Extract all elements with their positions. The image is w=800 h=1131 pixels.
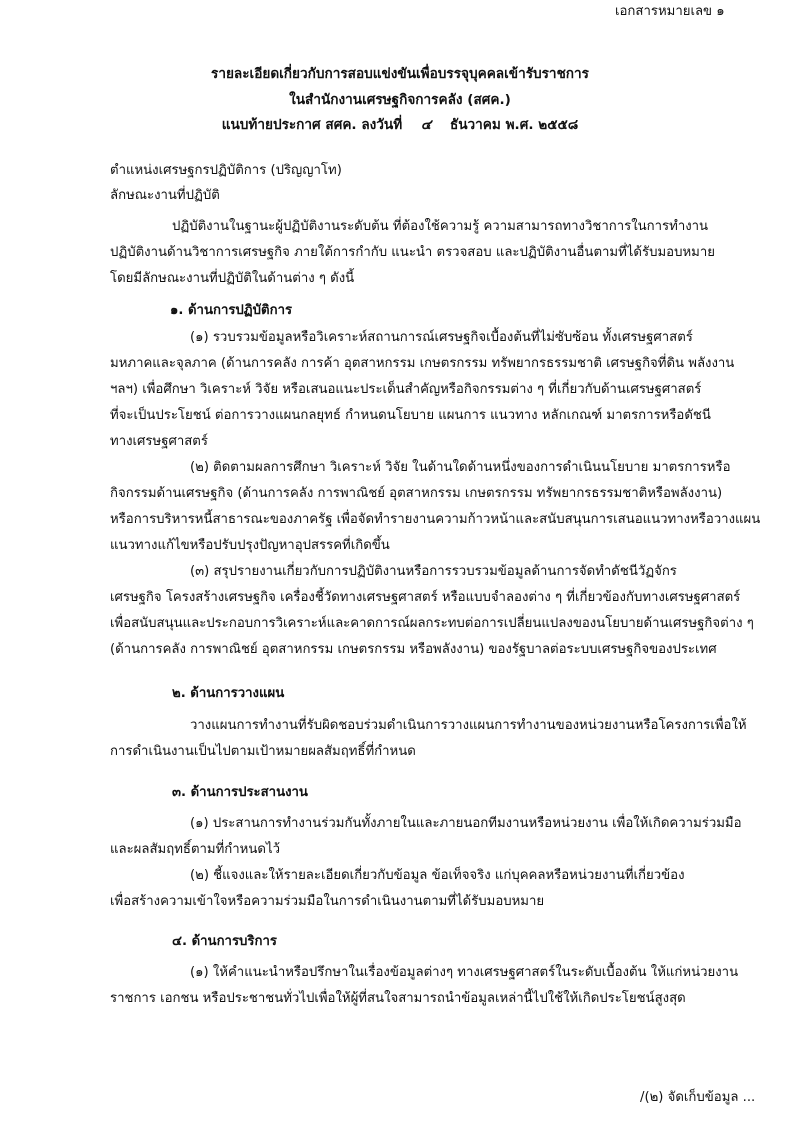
intro-line: ปฏิบัติงานในฐานะผู้ปฏิบัติงานระดับต้น ที่ต้องใช้ความรู้ ความสามารถทางวิชาการในการทำงาน xyxy=(172,219,709,234)
section-4-item-1-line: ราชการ เอกชน หรือประชาชนทั่วไปเพื่อให้ผู้ที่สนใจสามารถนำข้อมูลเหล่านี้ไปใช้ให้เกิดประโยชน์สูงสุด xyxy=(110,991,686,1006)
header-line-3 xyxy=(0,117,800,133)
section-2-line: การดำเนินงานเป็นไปตามเป้าหมายผลสัมฤทธิ์ที่กำหนด xyxy=(110,744,416,759)
section-1-item-3-line: (๓) สรุปรายงานเกี่ยวกับการปฏิบัติงานหรือการรวบรวมข้อมูลด้านการจัดทำดัชนีวัฏจักร xyxy=(190,564,677,579)
job-nature-title: ลักษณะงานที่ปฏิบัติ xyxy=(110,188,220,203)
section-2-line: วางแผนการทำงานที่รับผิดชอบร่วมดำเนินการวางแผนการทำงานของหน่วยงานหรือโครงการเพื่อให้ xyxy=(190,718,747,733)
section-4-heading: ๔. ด้านการบริการ xyxy=(172,934,277,949)
section-1-heading: ๑. ด้านการปฏิบัติการ xyxy=(170,303,293,318)
intro-line: โดยมีลักษณะงานที่ปฏิบัติในด้านต่าง ๆ ดังนี้ xyxy=(110,271,355,286)
document-number: เอกสารหมายเลข ๑ xyxy=(615,4,725,19)
header-line-2: ในสำนักงานเศรษฐกิจการคลัง (สศค.) xyxy=(289,92,511,108)
section-3-item-1-line: และผลสัมฤทธิ์ตามที่กำหนดไว้ xyxy=(110,842,280,857)
intro-line: ปฏิบัติงานด้านวิชาการเศรษฐกิจ ภายใต้การกำกับ แนะนำ ตรวจสอบ และปฏิบัติงานอื่นตามที่ได้รับมอบหมาย xyxy=(110,245,715,260)
header-line-1: รายละเอียดเกี่ยวกับการสอบแข่งขันเพื่อบรรจุบุคคลเข้ารับราชการ xyxy=(211,66,589,82)
section-1-item-3-line: เพื่อสนับสนุนและประกอบการวิเคราะห์และคาดการณ์ผลกระทบต่อการเปลี่ยนแปลงของนโยบายด้านเศรษฐกิจต่าง ๆ xyxy=(110,616,754,631)
section-3-item-2-line: เพื่อสร้างความเข้าใจหรือความร่วมมือในการดำเนินงานตามที่ได้รับมอบหมาย xyxy=(110,894,545,909)
section-2-heading: ๒. ด้านการวางแผน xyxy=(172,686,285,701)
position-title: ตำแหน่งเศรษฐกรปฏิบัติการ (ปริญญาโท) xyxy=(110,163,342,178)
section-3-heading: ๓. ด้านการประสานงาน xyxy=(172,785,308,800)
section-1-item-1-line: ฯลฯ) เพื่อศึกษา วิเคราะห์ วิจัย หรือเสนอแนะประเด็นสำคัญหรือกิจกรรมต่าง ๆ ที่เกี่ยวกับด้านเศรษฐศาสตร์ xyxy=(110,382,702,397)
continuation-note: /(๒) จัดเก็บข้อมูล ... xyxy=(640,1090,756,1105)
section-1-item-1-line: (๑) รวบรวมข้อมูลหรือวิเคราะห์สถานการณ์เศรษฐกิจเบื้องต้นที่ไม่ซับซ้อน ทั้งเศรษฐศาสตร์ xyxy=(190,330,693,345)
section-3-item-2-line: (๒) ชี้แจงและให้รายละเอียดเกี่ยวกับข้อมูล ข้อเท็จจริง แก่บุคคลหรือหน่วยงานที่เกี่ยวข้อง xyxy=(190,868,685,883)
section-4-item-1-line: (๑) ให้คำแนะนำหรือปรึกษาในเรื่องข้อมูลต่างๆ ทางเศรษฐศาสตร์ในระดับเบื้องต้น ให้แก่หน่วยงาน xyxy=(190,965,739,980)
section-3-item-1-line: (๑) ประสานการทำงานร่วมกันทั้งภายในและภายนอกทีมงานหรือหน่วยงาน เพื่อให้เกิดความร่วมมือ xyxy=(190,816,742,831)
section-1-item-2-line: กิจกรรมด้านเศรษฐกิจ (ด้านการคลัง การพาณิชย์ อุตสาหกรรม เกษตรกรรม ทรัพยากรธรรมชาติหรือพลังงาน) xyxy=(110,486,723,501)
header-day: ๔ xyxy=(420,117,432,133)
section-1-item-2-line: (๒) ติดตามผลการศึกษา วิเคราะห์ วิจัย ในด้านใดด้านหนึ่งของการดำเนินนโยบาย มาตรการหรือ xyxy=(190,460,731,475)
section-1-item-1-line: ทางเศรษฐศาสตร์ xyxy=(110,434,208,449)
section-1-item-1-line: มหภาคและจุลภาค (ด้านการคลัง การค้า อุตสาหกรรม เกษตรกรรม ทรัพยากรธรรมชาติ เศรษฐกิจที่ดิน พลังงาน xyxy=(110,356,735,371)
section-1-item-2-line: หรือการบริหารหนี้สาธารณะของภาครัฐ เพื่อจัดทำรายงานความก้าวหน้าและสนับสนุนการเสนอแนวทางหรือวางแผน xyxy=(110,512,761,527)
section-1-item-2-line: แนวทางแก้ไขหรือปรับปรุงปัญหาอุปสรรคที่เกิดขึ้น xyxy=(110,538,390,553)
section-1-item-3-line: (ด้านการคลัง การพาณิชย์ อุตสาหกรรม เกษตรกรรม หรือพลังงาน) ของรัฐบาลต่อระบบเศรษฐกิจของประเทศ xyxy=(110,642,717,657)
section-1-item-3-line: เศรษฐกิจ โครงสร้างเศรษฐกิจ เครื่องชี้วัดทางเศรษฐศาสตร์ หรือแบบจำลองต่าง ๆ ที่เกี่ยวข้องกับทางเศรษฐศาสตร์ xyxy=(110,590,741,605)
header-line-3-prefix: แนบท้ายประกาศ สศค. ลงวันที่ xyxy=(221,117,403,133)
header-line-3-suffix: ธันวาคม พ.ศ. ๒๕๕๘ xyxy=(449,117,579,133)
section-1-item-1-line: ที่จะเป็นประโยชน์ ต่อการวางแผนกลยุทธ์ กำหนดนโยบาย แผนการ แนวทาง หลักเกณฑ์ มาตรการหรือดัชนี xyxy=(110,408,711,423)
